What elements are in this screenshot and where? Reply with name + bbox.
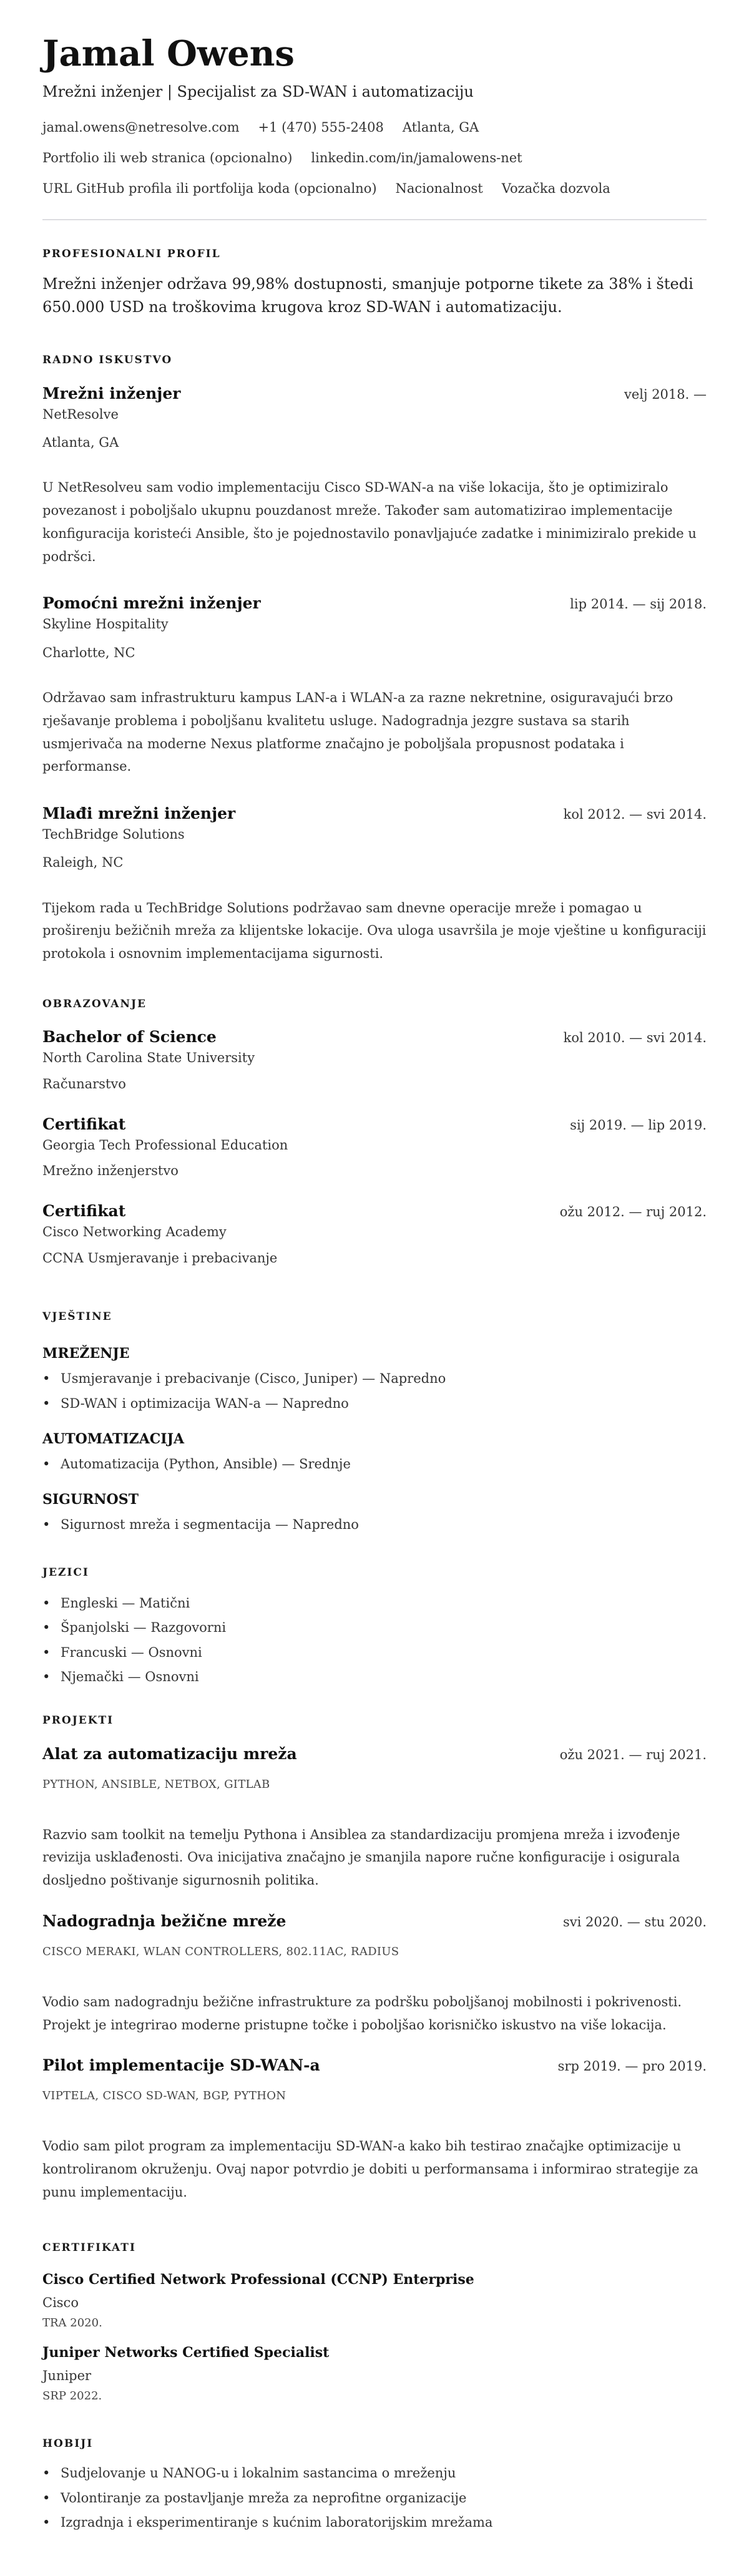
job-entry [42,384,707,568]
project-tech-stack: VIPTELA, CISCO SD-WAN, BGP, PYTHON [42,2089,286,2103]
hobby-item: • Volontiranje za postavljanje mreža za neprofitne organizacije [42,2490,707,2507]
certification-issuer: Juniper [42,2368,92,2383]
profile-summary: Mrežni inženjer održava 99,98% dostupnosti, smanjuje potporne tikete za 38% i štedi 650.000 USD na troškovima krugova kroz SD-WAN i automatizaciju. [42,275,693,316]
skill-item: • Sigurnost mreža i segmentacija — Napredno [42,1516,707,1533]
section-title-languages: JEZICI [42,1566,89,1579]
header-divider [42,219,707,220]
contact-row-links [42,150,707,167]
project-description: Vodio sam pilot program za implementaciju SD-WAN-a kako bih testirao značajke optimizacije u kontroliranom okruženju. Ovaj napor potvrdio je dobiti u performansama i informirao strategije za punu implementaciju. [42,2139,698,2200]
contact-github[interactable]: URL GitHub profila ili portfolija koda (opcionalno) [42,181,377,197]
contact-drivers-license: Vozačka dozvola [501,181,610,197]
section-title-profile: PROFESIONALNI PROFIL [42,247,221,260]
contact-email[interactable]: jamal.owens@netresolve.com [42,119,240,135]
job-company: NetResolve [42,406,119,422]
certification-date: SRP 2022. [42,2389,102,2403]
project-entry [42,2056,707,2203]
education-degree: Certifikat [42,1115,126,1133]
section-experience [42,354,707,965]
contact-row-extra [42,180,707,197]
education-field: Računarstvo [42,1076,126,1091]
project-entry [42,1912,707,2037]
education-degree: Bachelor of Science [42,1028,217,1046]
candidate-name: Jamal Owens [42,33,295,74]
contact-row-primary [42,119,707,136]
education-entry [42,1115,707,1180]
section-languages [42,1566,707,1686]
hobby-item: • Sudjelovanje u NANOG-u i lokalnim sastancima o mreženju [42,2465,707,2482]
section-title-projects: PROJEKTI [42,1714,114,1727]
job-company: Skyline Hospitality [42,617,169,632]
section-hobbies [42,2437,707,2531]
skill-item: • Usmjeravanje i prebacivanje (Cisco, Juniper) — Napredno [42,1370,707,1387]
hobby-list [42,2465,707,2531]
skill-list-automation [42,1456,707,1473]
education-institution: Cisco Networking Academy [42,1224,227,1240]
job-location: Charlotte, NC [42,645,135,660]
contact-portfolio[interactable]: Portfolio ili web stranica (opcionalno) [42,150,293,166]
section-education [42,998,707,1267]
education-institution: North Carolina State University [42,1050,255,1066]
job-entry [42,594,707,778]
job-description: Tijekom rada u TechBridge Solutions podržavao sam dnevne operacije mreže i pomagao u proširenju bežičnih mreža za klijentske lokacije. Ova uloga usavršila je moje vještine u konfiguraciji protokola i osnovnim implementacijama sigurnosti. [42,900,707,962]
education-dates: ožu 2012. — ruj 2012. [559,1204,707,1220]
education-dates: sij 2019. — lip 2019. [570,1117,707,1133]
project-dates: srp 2019. — pro 2019. [557,2059,707,2074]
skill-category-networking: MREŽENJE [42,1345,130,1362]
section-title-education: OBRAZOVANJE [42,997,147,1010]
education-institution: Georgia Tech Professional Education [42,1137,288,1153]
skill-list-networking [42,1370,707,1412]
project-tech-stack: PYTHON, ANSIBLE, NETBOX, GITLAB [42,1777,270,1791]
project-title: Alat za automatizaciju mreža [42,1744,297,1763]
education-entry [42,1202,707,1267]
education-field: Mrežno inženjerstvo [42,1163,179,1179]
section-certifications [42,2242,707,2403]
section-profile [42,248,707,320]
contact-phone[interactable]: +1 (470) 555-2408 [258,119,384,135]
skill-list-security [42,1516,707,1533]
job-description: U NetResolveu sam vodio implementaciju Cisco SD-WAN-a na više lokacija, što je optimiziralo povezanost i poboljšalo ukupnu pouzdanost mreže. Također sam automatizirao implementacije konfiguracija koristeći Ansible, što je pojednostavilo ponavljajuće zadatke i minimiziralo prekide u podršci. [42,480,697,564]
job-location: Raleigh, NC [42,855,124,871]
education-entry [42,1028,707,1093]
job-title: Mrežni inženjer [42,384,181,402]
skill-category-security: SIGURNOST [42,1491,139,1508]
language-item: • Francuski — Osnovni [42,1644,707,1661]
project-title: Pilot implementacije SD-WAN-a [42,2056,320,2075]
hobby-item: • Izgradnja i eksperimentiranje s kućnim laboratorijskim mrežama [42,2514,707,2531]
job-dates: kol 2012. — svi 2014. [563,807,707,822]
job-dates: velj 2018. — [624,386,707,402]
job-title: Pomoćni mrežni inženjer [42,594,261,613]
section-title-skills: VJEŠTINE [42,1310,112,1324]
certification-issuer: Cisco [42,2295,79,2310]
language-item: • Španjolski — Razgovorni [42,1619,707,1636]
project-dates: ožu 2021. — ruj 2021. [559,1747,707,1762]
section-skills [42,1310,707,1534]
certification-entry [42,2344,707,2403]
language-item: • Engleski — Matični [42,1595,707,1612]
education-dates: kol 2010. — svi 2014. [563,1030,707,1046]
skill-item: • Automatizacija (Python, Ansible) — Srednje [42,1456,707,1473]
language-item: • Njemački — Osnovni [42,1669,707,1686]
job-description: Održavao sam infrastrukturu kampus LAN-a i WLAN-a za razne nekretnine, osiguravajući brzo rješavanje problema i poboljšanu kvalitetu usluge. Nadogradnja jezgre sustava sa starih usmjerivača na moderne Nexus platforme značajno je poboljšala propusnost podataka i performanse. [42,690,673,774]
candidate-headline: Mrežni inženjer | Specijalist za SD-WAN i automatizaciju [42,82,474,100]
contact-nationality: Nacionalnost [395,181,483,197]
certification-date: TRA 2020. [42,2316,102,2330]
skill-item: • SD-WAN i optimizacija WAN-a — Napredno [42,1395,707,1412]
resume-header [42,35,707,220]
job-entry [42,804,707,965]
section-title-experience: RADNO ISKUSTVO [42,354,173,367]
education-degree: Certifikat [42,1202,126,1221]
job-title: Mlađi mrežni inženjer [42,804,236,823]
project-entry [42,1745,707,1892]
project-title: Nadogradnja bežične mreže [42,1911,286,1930]
skill-category-automation: AUTOMATIZACIJA [42,1431,185,1448]
project-tech-stack: CISCO MERAKI, WLAN CONTROLLERS, 802.11AC, RADIUS [42,1944,399,1958]
job-dates: lip 2014. — sij 2018. [570,597,707,612]
project-description: Razvio sam toolkit na temelju Pythona i Ansiblea za standardizaciju promjena mreža i izvođenje revizija usklađenosti. Ova inicijativa značajno je smanjila napore ručne konfiguracije i osigurala dosljedno poštivanje sigurnosnih politika. [42,1827,680,1888]
education-field: CCNA Usmjeravanje i prebacivanje [42,1250,278,1266]
section-title-hobbies: HOBIJI [42,2437,94,2450]
certification-name: Cisco Certified Network Professional (CCNP) Enterprise [42,2271,474,2288]
job-company: TechBridge Solutions [42,827,185,842]
language-list [42,1595,707,1686]
contact-location: Atlanta, GA [402,119,479,135]
project-description: Vodio sam nadogradnju bežične infrastrukture za podršku poboljšanoj mobilnosti i pokrivenosti. Projekt je integrirao moderne pristupne točke i poboljšao korisničko iskustvo na više lokacija. [42,1994,682,2032]
job-location: Atlanta, GA [42,435,119,451]
certification-entry [42,2271,707,2330]
certification-name: Juniper Networks Certified Specialist [42,2344,330,2361]
project-dates: svi 2020. — stu 2020. [562,1914,707,1930]
contact-linkedin[interactable]: linkedin.com/in/jamalowens-net [311,150,522,166]
section-title-certifications: CERTIFIKATI [42,2241,136,2254]
section-projects [42,1714,707,2203]
